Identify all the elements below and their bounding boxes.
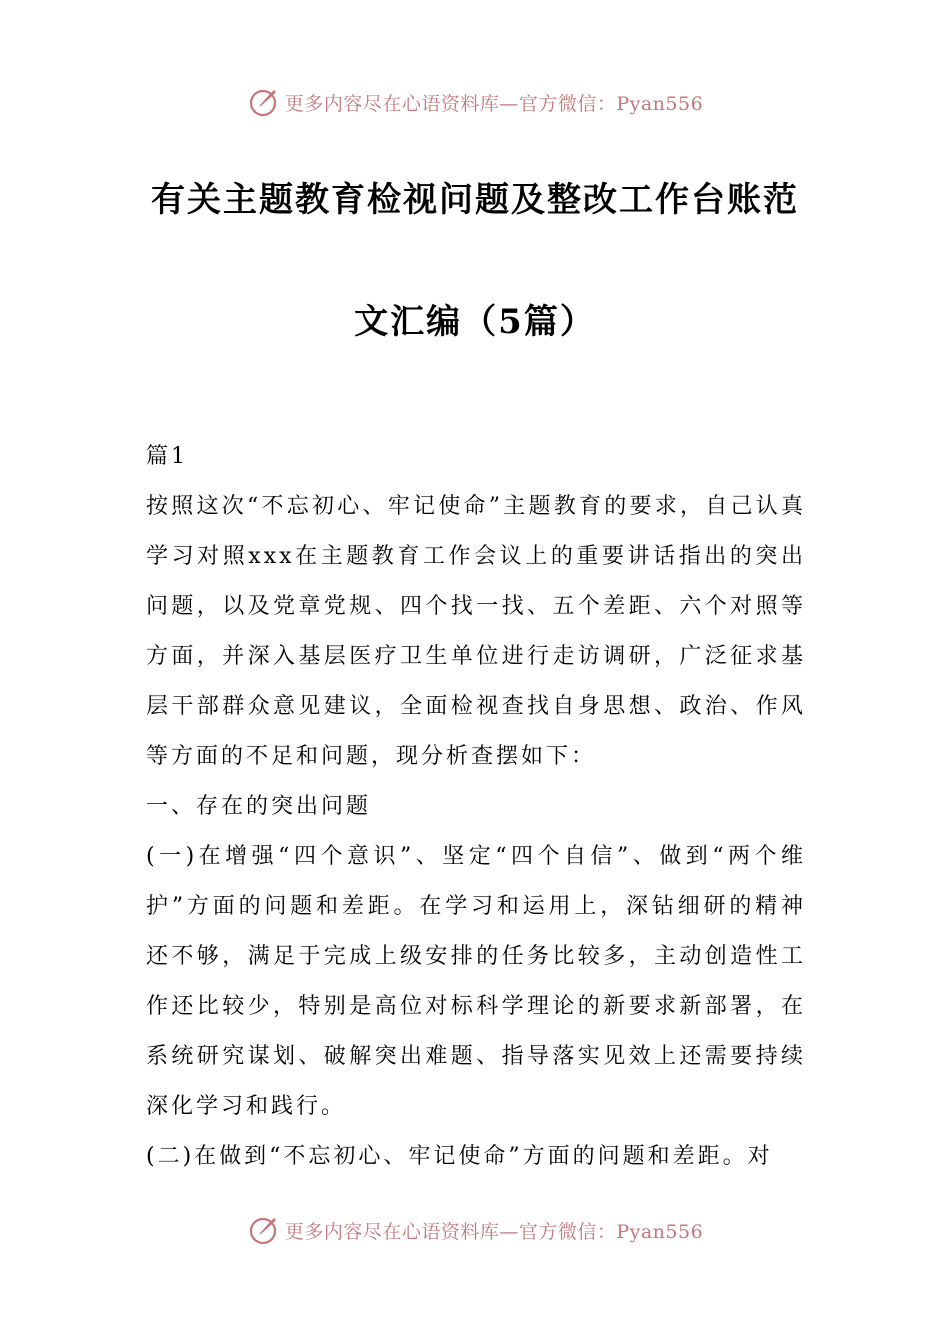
- body-paragraph: 按照这次“不忘初心、牢记使命”主题教育的要求，自己认真学习对照xxx在主题教育工作会议上的重要讲话指出的突出问题，以及党章党规、四个找一找、五个差距、六个对照等方面，并深入基层医疗卫生单位进行走访调研，广泛征求基层干部群众意见建议，全面检视查找自身思想、政治、作风等方面的不足和问题，现分析查摆如下：: [146, 494, 806, 769]
- body-paragraph: (一)在增强“四个意识”、坚定“四个自信”、做到“两个维护”方面的问题和差距。在学习和运用上，深钻细研的精神还不够，满足于完成上级安排的任务比较多，主动创造性工作还比较少，特别是高位对标科学理论的新要求新部署，在系统研究谋划、破解突出难题、指导落实见效上还需要持续深化学习和践行。: [146, 844, 806, 1119]
- body-paragraph: (二)在做到“不忘初心、牢记使命”方面的问题和差距。对: [146, 1144, 773, 1169]
- section-heading: 一、存在的突出问题: [146, 794, 372, 819]
- header-watermark-banner: [0, 82, 950, 122]
- footer-watermark-banner: [0, 1210, 950, 1250]
- document-body: [146, 432, 806, 1182]
- pen-nib-icon: [247, 1213, 281, 1247]
- document-title-line-2: 文汇编（5篇）: [354, 302, 596, 342]
- banner-text: 更多内容尽在心语资料库—官方微信：Pyan556: [284, 1220, 704, 1243]
- section-label: 篇1: [146, 444, 188, 469]
- banner-text: 更多内容尽在心语资料库—官方微信：Pyan556: [284, 92, 704, 115]
- document-title-line-1: 有关主题教育检视问题及整改工作台账范: [151, 180, 799, 220]
- pen-nib-icon: [247, 85, 281, 119]
